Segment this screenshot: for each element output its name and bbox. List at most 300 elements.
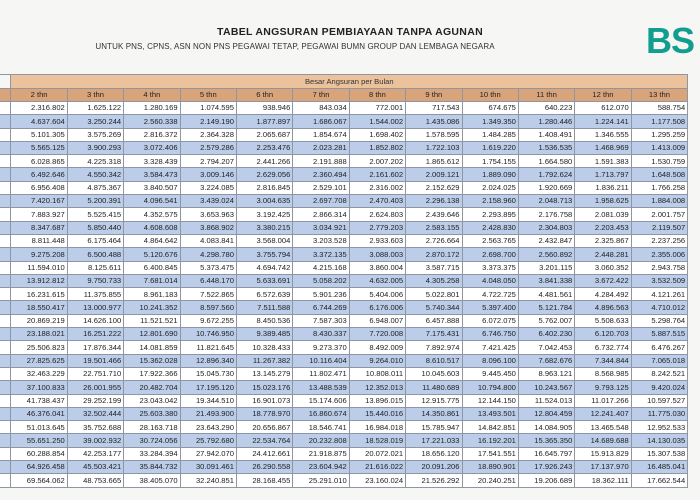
installment-cell: 2.428.830 bbox=[462, 221, 518, 234]
installment-cell: 7.042.453 bbox=[518, 341, 574, 354]
installment-cell: 5.633.691 bbox=[236, 274, 292, 287]
installment-cell: 2.726.664 bbox=[406, 234, 462, 247]
installment-cell: 640.223 bbox=[518, 102, 574, 115]
installment-cell: 2.149.190 bbox=[180, 115, 236, 128]
installment-cell: 9.264.010 bbox=[349, 354, 405, 367]
installment-cell: 55.651.250 bbox=[11, 434, 67, 447]
row-leading-cell bbox=[0, 102, 11, 115]
table-row bbox=[0, 195, 688, 208]
installment-cell: 10.597.527 bbox=[631, 394, 687, 407]
installment-cell: 11.017.266 bbox=[575, 394, 631, 407]
installment-cell: 1.889.090 bbox=[462, 168, 518, 181]
installment-cell: 2.009.121 bbox=[406, 168, 462, 181]
installment-cell: 4.722.725 bbox=[462, 288, 518, 301]
installment-cell: 10.328.433 bbox=[236, 341, 292, 354]
installment-cell: 5.058.202 bbox=[293, 274, 349, 287]
installment-cell: 35.752.688 bbox=[67, 421, 123, 434]
installment-cell: 5.762.007 bbox=[518, 314, 574, 327]
installment-cell: 4.215.168 bbox=[293, 261, 349, 274]
installment-cell: 2.439.646 bbox=[406, 208, 462, 221]
installment-cell: 7.720.008 bbox=[349, 328, 405, 341]
installment-cell: 2.933.603 bbox=[349, 234, 405, 247]
installment-cell: 8.961.183 bbox=[124, 288, 180, 301]
installment-table-container bbox=[0, 74, 700, 500]
installment-cell: 2.081.039 bbox=[575, 208, 631, 221]
installment-cell: 4.305.258 bbox=[406, 274, 462, 287]
table-row bbox=[0, 314, 688, 327]
installment-cell: 39.002.932 bbox=[67, 434, 123, 447]
row-leading-cell bbox=[0, 181, 11, 194]
installment-cell: 7.344.844 bbox=[575, 354, 631, 367]
installment-cell: 32.502.444 bbox=[67, 407, 123, 420]
installment-cell: 11.375.855 bbox=[67, 288, 123, 301]
installment-cell: 30.091.461 bbox=[180, 461, 236, 474]
table-row bbox=[0, 421, 688, 434]
installment-cell: 1.854.674 bbox=[293, 128, 349, 141]
installment-cell: 14.130.035 bbox=[631, 434, 687, 447]
tenor-header-cell: 12 thn bbox=[575, 89, 631, 102]
installment-cell: 12.896.340 bbox=[180, 354, 236, 367]
table-row bbox=[0, 234, 688, 247]
installment-cell: 1.713.797 bbox=[575, 168, 631, 181]
installment-cell: 11.775.030 bbox=[631, 407, 687, 420]
installment-cell: 2.816.372 bbox=[124, 128, 180, 141]
installment-cell: 6.476.267 bbox=[631, 341, 687, 354]
installment-cell: 20.091.206 bbox=[406, 461, 462, 474]
installment-cell: 3.203.528 bbox=[293, 234, 349, 247]
installment-cell: 12.144.150 bbox=[462, 394, 518, 407]
installment-cell: 12.801.690 bbox=[124, 328, 180, 341]
installment-cell: 4.550.342 bbox=[67, 168, 123, 181]
installment-cell: 4.284.492 bbox=[575, 288, 631, 301]
installment-cell: 17.221.033 bbox=[406, 434, 462, 447]
installment-cell: 18.656.120 bbox=[406, 447, 462, 460]
installment-cell: 7.065.018 bbox=[631, 354, 687, 367]
row-leading-cell bbox=[0, 221, 11, 234]
row-leading-cell bbox=[0, 314, 11, 327]
installment-cell: 12.352.013 bbox=[349, 381, 405, 394]
installment-cell: 23.160.024 bbox=[349, 474, 405, 487]
installment-cell: 3.224.085 bbox=[180, 181, 236, 194]
installment-cell: 13.493.501 bbox=[462, 407, 518, 420]
row-leading-cell bbox=[0, 367, 11, 380]
table-row bbox=[0, 461, 688, 474]
installment-cell: 6.402.230 bbox=[518, 328, 574, 341]
installment-cell: 46.376.041 bbox=[11, 407, 67, 420]
installment-cell: 5.120.676 bbox=[124, 248, 180, 261]
installment-cell: 13.488.539 bbox=[293, 381, 349, 394]
installment-cell: 2.203.453 bbox=[575, 221, 631, 234]
installment-cell: 13.145.279 bbox=[236, 367, 292, 380]
table-row bbox=[0, 155, 688, 168]
installment-cell: 10.116.404 bbox=[293, 354, 349, 367]
installment-cell: 15.785.947 bbox=[406, 421, 462, 434]
installment-cell: 7.511.588 bbox=[236, 301, 292, 314]
installment-cell: 843.034 bbox=[293, 102, 349, 115]
installment-cell: 23.188.021 bbox=[11, 328, 67, 341]
installment-cell: 3.372.135 bbox=[293, 248, 349, 261]
table-row bbox=[0, 301, 688, 314]
table-row bbox=[0, 328, 688, 341]
installment-cell: 5.901.236 bbox=[293, 288, 349, 301]
row-leading-cell bbox=[0, 421, 11, 434]
installment-cell: 25.506.823 bbox=[11, 341, 67, 354]
installment-cell: 2.024.025 bbox=[462, 181, 518, 194]
installment-cell: 6.448.170 bbox=[180, 274, 236, 287]
installment-cell: 4.121.261 bbox=[631, 288, 687, 301]
installment-cell: 7.883.927 bbox=[11, 208, 67, 221]
installment-cell: 6.492.646 bbox=[11, 168, 67, 181]
installment-cell: 1.224.141 bbox=[575, 115, 631, 128]
installment-cell: 3.088.003 bbox=[349, 248, 405, 261]
installment-cell: 18.550.417 bbox=[11, 301, 67, 314]
tenor-header-cell: 13 thn bbox=[631, 89, 687, 102]
tenor-header-cell: 7 thn bbox=[293, 89, 349, 102]
table-row bbox=[0, 128, 688, 141]
installment-cell: 3.568.004 bbox=[236, 234, 292, 247]
installment-cell: 3.060.352 bbox=[575, 261, 631, 274]
installment-cell: 6.176.006 bbox=[349, 301, 405, 314]
table-row bbox=[0, 181, 688, 194]
installment-cell: 19.501.466 bbox=[67, 354, 123, 367]
installment-cell: 8.347.687 bbox=[11, 221, 67, 234]
installment-cell: 5.887.515 bbox=[631, 328, 687, 341]
installment-cell: 33.284.394 bbox=[124, 447, 180, 460]
installment-cell: 3.380.215 bbox=[236, 221, 292, 234]
installment-cell: 3.841.338 bbox=[518, 274, 574, 287]
installment-cell: 8.597.560 bbox=[180, 301, 236, 314]
installment-cell: 9.420.024 bbox=[631, 381, 687, 394]
installment-cell: 9.445.450 bbox=[462, 367, 518, 380]
table-row bbox=[0, 141, 688, 154]
installment-cell: 18.890.901 bbox=[462, 461, 518, 474]
installment-cell: 1.619.220 bbox=[462, 141, 518, 154]
installment-cell: 21.616.022 bbox=[349, 461, 405, 474]
installment-cell: 19.206.689 bbox=[518, 474, 574, 487]
document-subtitle: UNTUK PNS, CPNS, ASN NON PNS PEGAWAI TETAP, PEGAWAI BUMN GROUP DAN LEMBAGA NEGARA bbox=[95, 42, 495, 51]
installment-cell: 5.404.006 bbox=[349, 288, 405, 301]
installment-cell: 37.100.833 bbox=[11, 381, 67, 394]
installment-cell: 2.119.507 bbox=[631, 221, 687, 234]
installment-cell: 7.175.431 bbox=[406, 328, 462, 341]
installment-cell: 3.328.439 bbox=[124, 155, 180, 168]
installment-cell: 2.152.629 bbox=[406, 181, 462, 194]
installment-cell: 6.500.488 bbox=[67, 248, 123, 261]
installment-cell: 4.694.742 bbox=[236, 261, 292, 274]
tenor-header-cell: 6 thn bbox=[236, 89, 292, 102]
installment-cell: 1.852.802 bbox=[349, 141, 405, 154]
tenor-header-cell: 10 thn bbox=[462, 89, 518, 102]
row-leading-cell bbox=[0, 288, 11, 301]
installment-cell: 1.884.008 bbox=[631, 195, 687, 208]
installment-cell: 1.295.259 bbox=[631, 128, 687, 141]
installment-cell: 8.125.611 bbox=[67, 261, 123, 274]
installment-cell: 10.243.567 bbox=[518, 381, 574, 394]
tenor-header-cell: 4 thn bbox=[124, 89, 180, 102]
installment-cell: 13.912.812 bbox=[11, 274, 67, 287]
table-row bbox=[0, 434, 688, 447]
installment-cell: 28.168.455 bbox=[236, 474, 292, 487]
installment-cell: 1.408.491 bbox=[518, 128, 574, 141]
installment-cell: 5.397.400 bbox=[462, 301, 518, 314]
tenor-header-cell: 5 thn bbox=[180, 89, 236, 102]
installment-cell: 2.432.847 bbox=[518, 234, 574, 247]
installment-cell: 2.304.803 bbox=[518, 221, 574, 234]
installment-cell: 26.290.558 bbox=[236, 461, 292, 474]
installment-cell: 1.625.122 bbox=[67, 102, 123, 115]
installment-cell: 14.689.688 bbox=[575, 434, 631, 447]
installment-cell: 5.508.633 bbox=[575, 314, 631, 327]
installment-cell: 20.072.021 bbox=[349, 447, 405, 460]
installment-cell: 22.751.710 bbox=[67, 367, 123, 380]
installment-cell: 10.794.800 bbox=[462, 381, 518, 394]
installment-cell: 1.754.155 bbox=[462, 155, 518, 168]
installment-cell: 17.922.366 bbox=[124, 367, 180, 380]
table-row bbox=[0, 341, 688, 354]
table-row bbox=[0, 248, 688, 261]
installment-cell: 2.560.338 bbox=[124, 115, 180, 128]
installment-cell: 17.926.243 bbox=[518, 461, 574, 474]
installment-cell: 2.470.403 bbox=[349, 195, 405, 208]
installment-cell: 8.450.536 bbox=[236, 314, 292, 327]
installment-cell: 18.778.970 bbox=[236, 407, 292, 420]
installment-cell: 2.293.895 bbox=[462, 208, 518, 221]
installment-cell: 48.753.665 bbox=[67, 474, 123, 487]
installment-cell: 8.811.448 bbox=[11, 234, 67, 247]
installment-cell: 32.463.229 bbox=[11, 367, 67, 380]
installment-cell: 15.174.606 bbox=[293, 394, 349, 407]
installment-cell: 11.480.689 bbox=[406, 381, 462, 394]
table-row bbox=[0, 168, 688, 181]
table-row bbox=[0, 394, 688, 407]
document-title: TABEL ANGSURAN PEMBIAYAAN TANPA AGUNAN bbox=[217, 26, 483, 38]
installment-cell: 30.724.056 bbox=[124, 434, 180, 447]
installment-cell: 17.195.120 bbox=[180, 381, 236, 394]
installment-cell: 1.484.285 bbox=[462, 128, 518, 141]
installment-cell: 14.626.100 bbox=[67, 314, 123, 327]
installment-cell: 4.608.608 bbox=[124, 221, 180, 234]
installment-cell: 6.175.464 bbox=[67, 234, 123, 247]
installment-cell: 7.522.865 bbox=[180, 288, 236, 301]
installment-cell: 28.163.718 bbox=[124, 421, 180, 434]
installment-cell: 16.485.041 bbox=[631, 461, 687, 474]
installment-cell: 17.876.344 bbox=[67, 341, 123, 354]
installment-cell: 1.536.535 bbox=[518, 141, 574, 154]
installment-cell: 11.594.010 bbox=[11, 261, 67, 274]
installment-cell: 1.792.624 bbox=[518, 168, 574, 181]
installment-cell: 2.316.002 bbox=[349, 181, 405, 194]
installment-cell: 5.525.415 bbox=[67, 208, 123, 221]
installment-cell: 12.952.533 bbox=[631, 421, 687, 434]
installment-cell: 4.096.541 bbox=[124, 195, 180, 208]
installment-cell: 8.430.337 bbox=[293, 328, 349, 341]
installment-cell: 13.465.548 bbox=[575, 421, 631, 434]
installment-cell: 3.900.293 bbox=[67, 141, 123, 154]
installment-cell: 16.901.073 bbox=[236, 394, 292, 407]
installment-cell: 2.253.476 bbox=[236, 141, 292, 154]
installment-cell: 15.913.829 bbox=[575, 447, 631, 460]
installment-cell: 12.804.459 bbox=[518, 407, 574, 420]
installment-cell: 6.948.007 bbox=[349, 314, 405, 327]
installment-cell: 1.836.211 bbox=[575, 181, 631, 194]
installment-cell: 20.240.251 bbox=[462, 474, 518, 487]
row-leading-cell bbox=[0, 394, 11, 407]
installment-cell: 9.672.255 bbox=[180, 314, 236, 327]
installment-cell: 2.296.138 bbox=[406, 195, 462, 208]
table-row bbox=[0, 221, 688, 234]
installment-cell: 2.560.892 bbox=[518, 248, 574, 261]
installment-cell: 8.610.517 bbox=[406, 354, 462, 367]
installment-cell: 14.350.861 bbox=[406, 407, 462, 420]
installment-cell: 2.360.494 bbox=[293, 168, 349, 181]
installment-cell: 5.373.475 bbox=[180, 261, 236, 274]
installment-cell: 3.072.406 bbox=[124, 141, 180, 154]
table-row bbox=[0, 102, 688, 115]
row-leading-cell bbox=[0, 381, 11, 394]
installment-cell: 2.563.765 bbox=[462, 234, 518, 247]
installment-cell: 7.587.303 bbox=[293, 314, 349, 327]
installment-cell: 3.840.507 bbox=[124, 181, 180, 194]
installment-cell: 4.637.604 bbox=[11, 115, 67, 128]
tenor-header-row bbox=[0, 89, 688, 102]
installment-cell: 1.920.669 bbox=[518, 181, 574, 194]
installment-cell: 2.316.802 bbox=[11, 102, 67, 115]
installment-cell: 3.250.244 bbox=[67, 115, 123, 128]
installment-cell: 25.792.680 bbox=[180, 434, 236, 447]
installment-table bbox=[0, 74, 688, 488]
table-row bbox=[0, 407, 688, 420]
installment-cell: 2.048.713 bbox=[518, 195, 574, 208]
installment-cell: 20.656.867 bbox=[236, 421, 292, 434]
installment-cell: 20.232.808 bbox=[293, 434, 349, 447]
installment-cell: 12.241.407 bbox=[575, 407, 631, 420]
installment-cell: 5.565.125 bbox=[11, 141, 67, 154]
installment-cell: 1.280.169 bbox=[124, 102, 180, 115]
installment-cell: 51.013.645 bbox=[11, 421, 67, 434]
installment-cell: 8.963.121 bbox=[518, 367, 574, 380]
installment-cell: 38.405.070 bbox=[124, 474, 180, 487]
installment-cell: 3.860.004 bbox=[349, 261, 405, 274]
bank-logo: BS bbox=[646, 20, 695, 61]
installment-cell: 612.070 bbox=[575, 102, 631, 115]
table-row bbox=[0, 367, 688, 380]
row-leading-cell bbox=[0, 274, 11, 287]
installment-cell: 2.624.803 bbox=[349, 208, 405, 221]
row-leading-cell bbox=[0, 208, 11, 221]
installment-cell: 4.632.005 bbox=[349, 274, 405, 287]
row-leading-cell bbox=[0, 328, 11, 341]
row-leading-cell bbox=[0, 341, 11, 354]
installment-cell: 4.864.642 bbox=[124, 234, 180, 247]
installment-cell: 1.468.969 bbox=[575, 141, 631, 154]
installment-cell: 5.121.784 bbox=[518, 301, 574, 314]
row-leading-cell bbox=[0, 234, 11, 247]
installment-cell: 4.710.012 bbox=[631, 301, 687, 314]
installment-cell: 717.543 bbox=[406, 102, 462, 115]
installment-cell: 24.412.661 bbox=[236, 447, 292, 460]
installment-cell: 772.001 bbox=[349, 102, 405, 115]
installment-cell: 10.045.603 bbox=[406, 367, 462, 380]
tenor-header-cell: 2 thn bbox=[11, 89, 67, 102]
installment-cell: 1.648.508 bbox=[631, 168, 687, 181]
installment-cell: 4.048.050 bbox=[462, 274, 518, 287]
row-leading-cell bbox=[0, 434, 11, 447]
installment-cell: 13.000.977 bbox=[67, 301, 123, 314]
installment-cell: 7.421.425 bbox=[462, 341, 518, 354]
installment-cell: 9.793.125 bbox=[575, 381, 631, 394]
installment-cell: 3.587.715 bbox=[406, 261, 462, 274]
installment-cell: 1.578.595 bbox=[406, 128, 462, 141]
installment-cell: 1.766.258 bbox=[631, 181, 687, 194]
installment-cell: 3.672.422 bbox=[575, 274, 631, 287]
installment-cell: 2.943.758 bbox=[631, 261, 687, 274]
installment-cell: 11.521.521 bbox=[124, 314, 180, 327]
installment-cell: 4.481.561 bbox=[518, 288, 574, 301]
table-row bbox=[0, 447, 688, 460]
table-row bbox=[0, 208, 688, 221]
installment-cell: 1.722.103 bbox=[406, 141, 462, 154]
installment-cell: 3.004.635 bbox=[236, 195, 292, 208]
installment-cell: 6.400.845 bbox=[124, 261, 180, 274]
installment-cell: 2.364.328 bbox=[180, 128, 236, 141]
installment-cell: 10.746.950 bbox=[180, 328, 236, 341]
installment-cell: 17.662.544 bbox=[631, 474, 687, 487]
installment-cell: 3.192.425 bbox=[236, 208, 292, 221]
installment-cell: 15.023.176 bbox=[236, 381, 292, 394]
installment-cell: 20.482.704 bbox=[124, 381, 180, 394]
installment-cell: 6.746.750 bbox=[462, 328, 518, 341]
installment-cell: 14.842.851 bbox=[462, 421, 518, 434]
installment-cell: 5.298.764 bbox=[631, 314, 687, 327]
tenor-header-cell: 11 thn bbox=[518, 89, 574, 102]
tenor-header-cell: 8 thn bbox=[349, 89, 405, 102]
installment-cell: 2.325.867 bbox=[575, 234, 631, 247]
row-leading-cell bbox=[0, 474, 11, 487]
installment-cell: 64.926.458 bbox=[11, 461, 67, 474]
row-leading-cell bbox=[0, 195, 11, 208]
installment-cell: 2.158.960 bbox=[462, 195, 518, 208]
installment-cell: 11.821.645 bbox=[180, 341, 236, 354]
row-leading-cell bbox=[0, 168, 11, 181]
installment-cell: 25.603.380 bbox=[124, 407, 180, 420]
installment-cell: 2.065.687 bbox=[236, 128, 292, 141]
installment-cell: 2.629.056 bbox=[236, 168, 292, 181]
installment-cell: 21.918.875 bbox=[293, 447, 349, 460]
installment-cell: 4.225.318 bbox=[67, 155, 123, 168]
installment-cell: 15.307.538 bbox=[631, 447, 687, 460]
installment-cell: 2.529.101 bbox=[293, 181, 349, 194]
row-leading-cell bbox=[0, 447, 11, 460]
installment-cell: 23.604.942 bbox=[293, 461, 349, 474]
installment-cell: 6.956.408 bbox=[11, 181, 67, 194]
installment-cell: 11.802.471 bbox=[293, 367, 349, 380]
installment-cell: 1.686.067 bbox=[293, 115, 349, 128]
installment-cell: 18.528.019 bbox=[349, 434, 405, 447]
row-leading-cell bbox=[0, 301, 11, 314]
installment-cell: 18.546.741 bbox=[293, 421, 349, 434]
installment-cell: 2.698.700 bbox=[462, 248, 518, 261]
installment-cell: 5.022.801 bbox=[406, 288, 462, 301]
installment-cell: 23.043.042 bbox=[124, 394, 180, 407]
installment-table-body bbox=[0, 102, 688, 488]
installment-cell: 2.697.708 bbox=[293, 195, 349, 208]
row-leading-cell bbox=[0, 248, 11, 261]
installment-cell: 12.915.775 bbox=[406, 394, 462, 407]
installment-cell: 9.273.370 bbox=[293, 341, 349, 354]
installment-cell: 4.298.780 bbox=[180, 248, 236, 261]
installment-cell: 4.896.563 bbox=[575, 301, 631, 314]
installment-cell: 5.200.391 bbox=[67, 195, 123, 208]
